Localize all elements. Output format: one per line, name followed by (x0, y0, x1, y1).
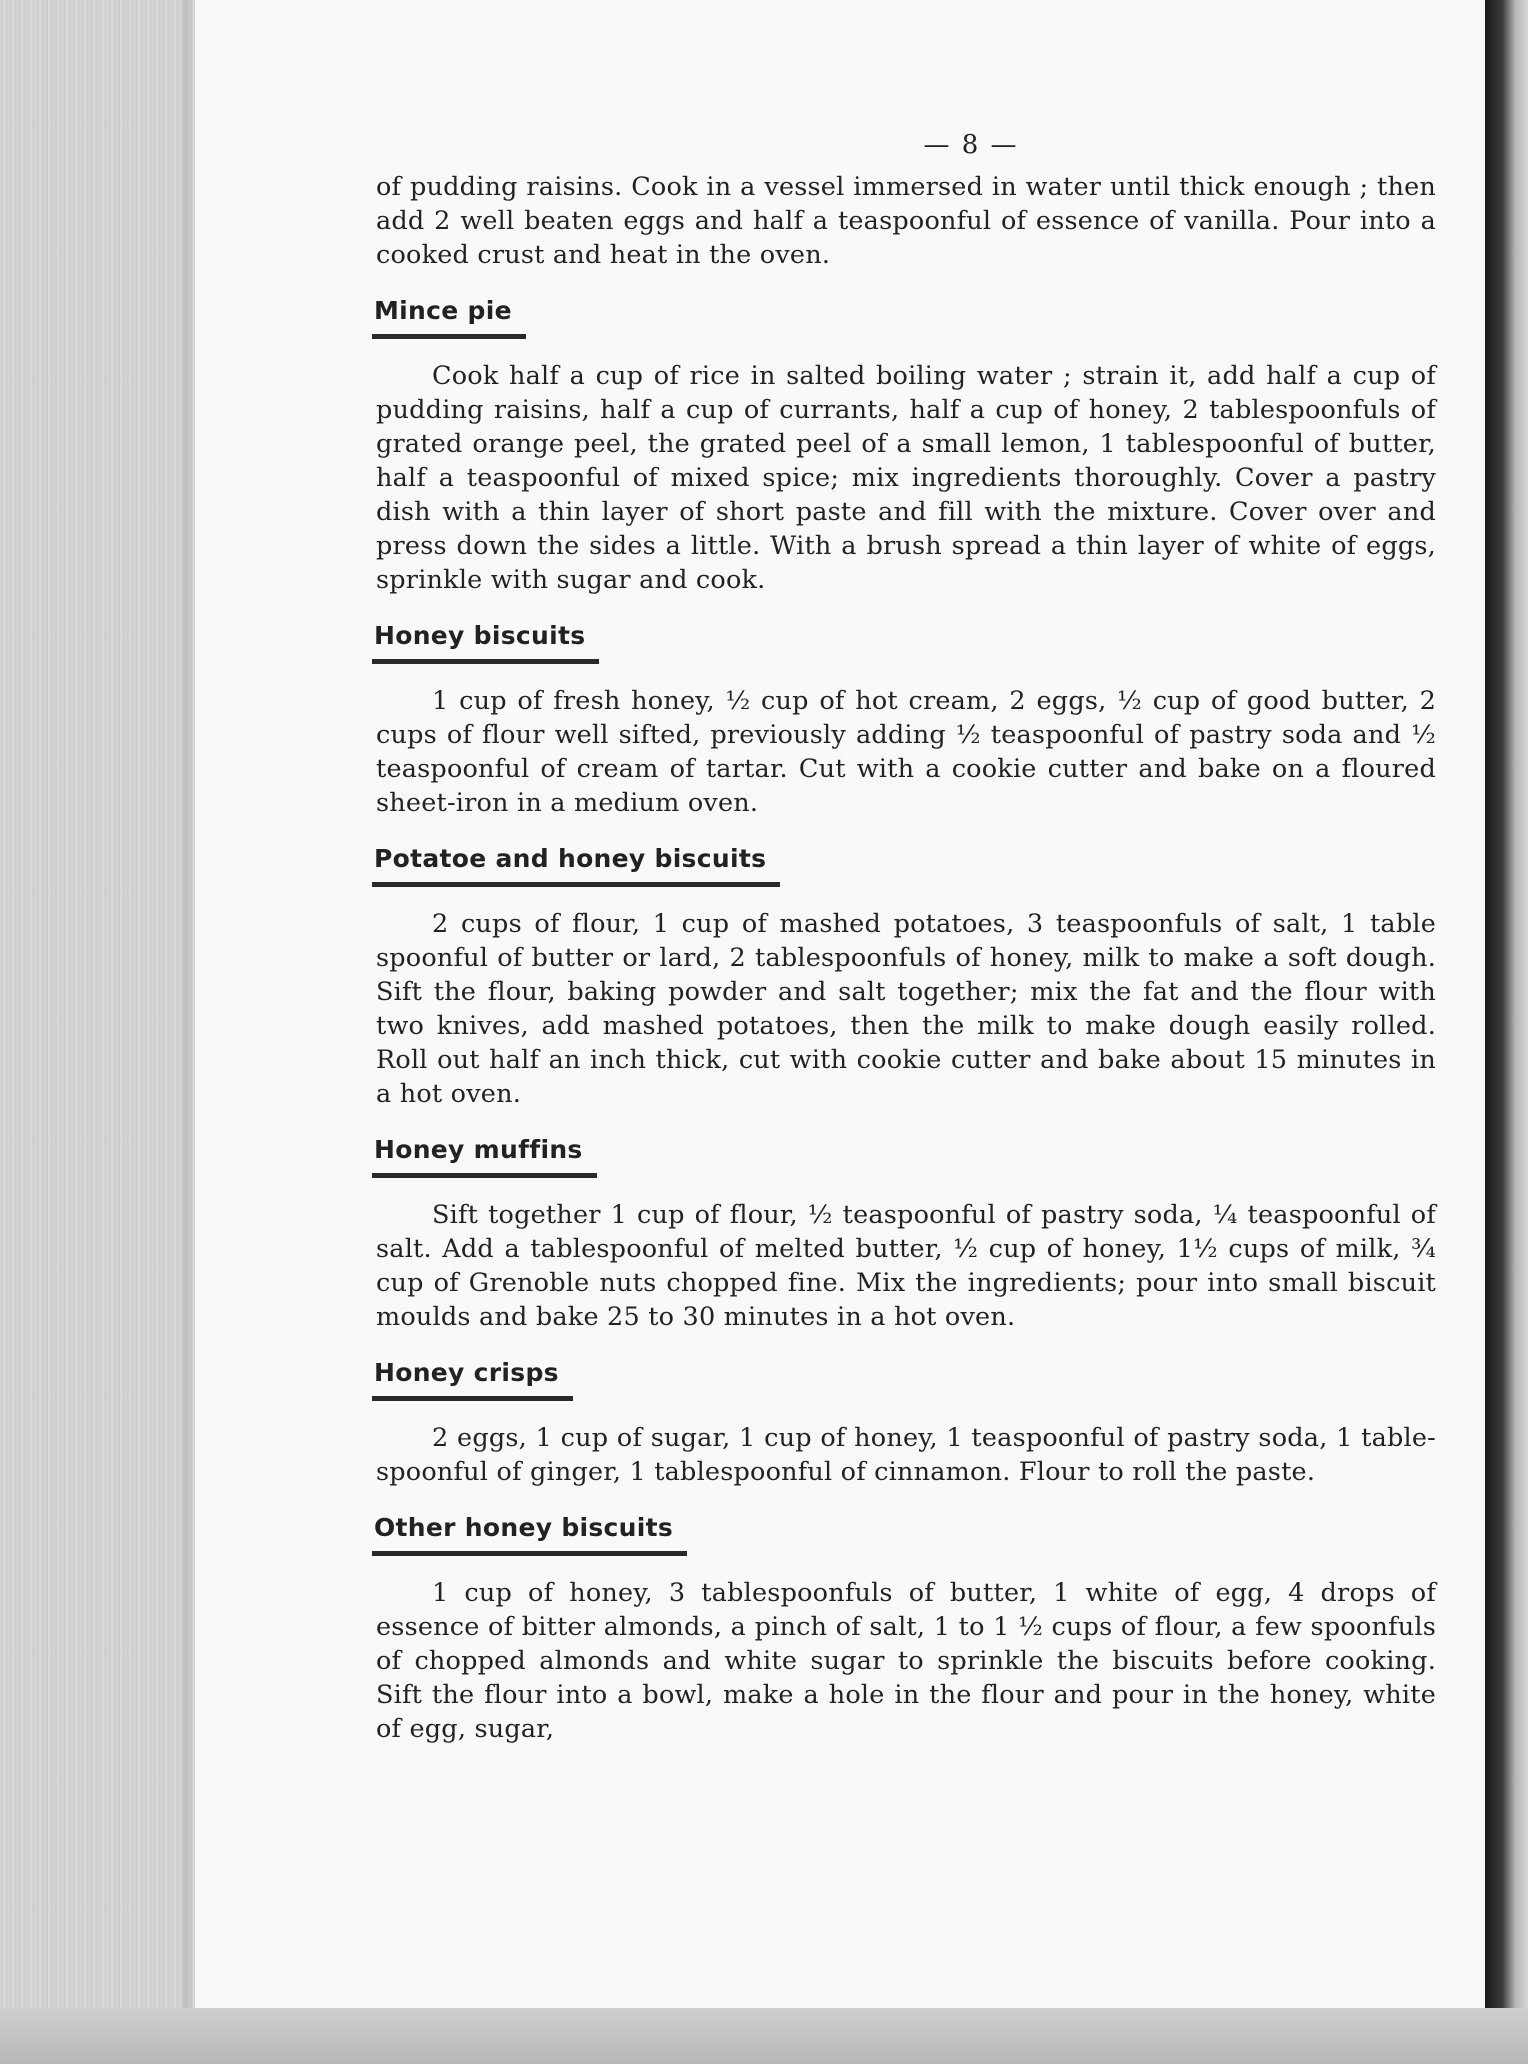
page-number: — 8 — (923, 130, 1019, 160)
recipe-honey-crisps (376, 1334, 1436, 1489)
recipe-mince-pie (376, 272, 1436, 597)
page-content (376, 128, 1436, 1746)
recipe-potatoe-and-honey-biscuits (376, 820, 1436, 1111)
recipe-title: Mince pie (372, 294, 526, 339)
recipe-body: 1 cup of honey, 3 tablespoonfuls of butter, 1 white of egg, 4 drops of essence of bitter almonds, a pinch of salt, 1 to 1 ½ cups of flour, a few spoonfuls of chopped almonds and white sugar to sprinkle the biscuits before cooking. Sift the flour into a bowl, make a hole in the flour and pour in the honey, white of egg, sugar, (376, 1578, 1436, 1744)
recipe-title: Potatoe and honey biscuits (372, 842, 780, 887)
recipe-title: Honey biscuits (372, 619, 599, 664)
recipe-honey-muffins (376, 1111, 1436, 1334)
recipe-body: 2 eggs, 1 cup of sugar, 1 cup of honey, 1 teaspoonful of pastry soda, 1 table-spoonful of ginger, 1 tablespoonful of cinnamon. Flour to roll the paste. (376, 1423, 1436, 1487)
continuation-paragraph: of pudding raisins. Cook in a vessel immersed in water until thick enough ; then add 2 well beaten eggs and half a teaspoonful of essence of vanilla. Pour into a cooked crust and heat in the oven. (376, 172, 1436, 270)
scan-bottom-margin (0, 2008, 1528, 2064)
recipe-other-honey-biscuits (376, 1489, 1436, 1746)
recipe-honey-biscuits (376, 597, 1436, 820)
recipe-body: Sift together 1 cup of flour, ½ teaspoonful of pastry soda, ¼ teaspoonful of salt. Add a tablespoonful of melted butter, ½ cup of honey, 1½ cups of milk, ¾ cup of Grenoble nuts chopped fine. Mix the ingredients; pour into small biscuit moulds and bake 25 to 30 minutes in a hot oven. (376, 1200, 1436, 1332)
recipe-title: Honey muffins (372, 1133, 597, 1178)
recipe-body: 2 cups of flour, 1 cup of mashed potatoes, 3 teaspoonfuls of salt, 1 table spoonful of butter or lard, 2 tablespoonfuls of honey, milk to make a soft dough. Sift the flour, baking powder and salt together; mix the fat and the flour with two knives, add mashed potatoes, then the milk to make dough easily rolled. Roll out half an inch thick, cut with cookie cutter and bake about 15 minutes in a hot oven. (376, 909, 1436, 1109)
recipe-title: Honey crisps (372, 1356, 573, 1401)
recipe-title: Other honey biscuits (372, 1511, 687, 1556)
recipe-body: Cook half a cup of rice in salted boiling water ; strain it, add half a cup of pudding raisins, half a cup of currants, half a cup of honey, 2 tablespoonfuls of grated orange peel, the grated peel of a small lemon, 1 tablespoonful of butter, half a teaspoonful of mixed spice; mix ingredients thoroughly. Cover a pastry dish with a thin layer of short paste and fill with the mixture. Cover over and press down the sides a little. With a brush spread a thin layer of white of eggs, sprinkle with sugar and cook. (376, 361, 1436, 595)
book-page-edges (0, 0, 195, 2064)
book-spine-shadow (1485, 0, 1528, 2064)
recipe-body: 1 cup of fresh honey, ½ cup of hot cream, 2 eggs, ½ cup of good butter, 2 cups of flour well sifted, previously adding ½ teaspoonful of pastry soda and ½ teaspoonful of cream of tartar. Cut with a cookie cutter and bake on a floured sheet-iron in a medium oven. (376, 686, 1436, 818)
